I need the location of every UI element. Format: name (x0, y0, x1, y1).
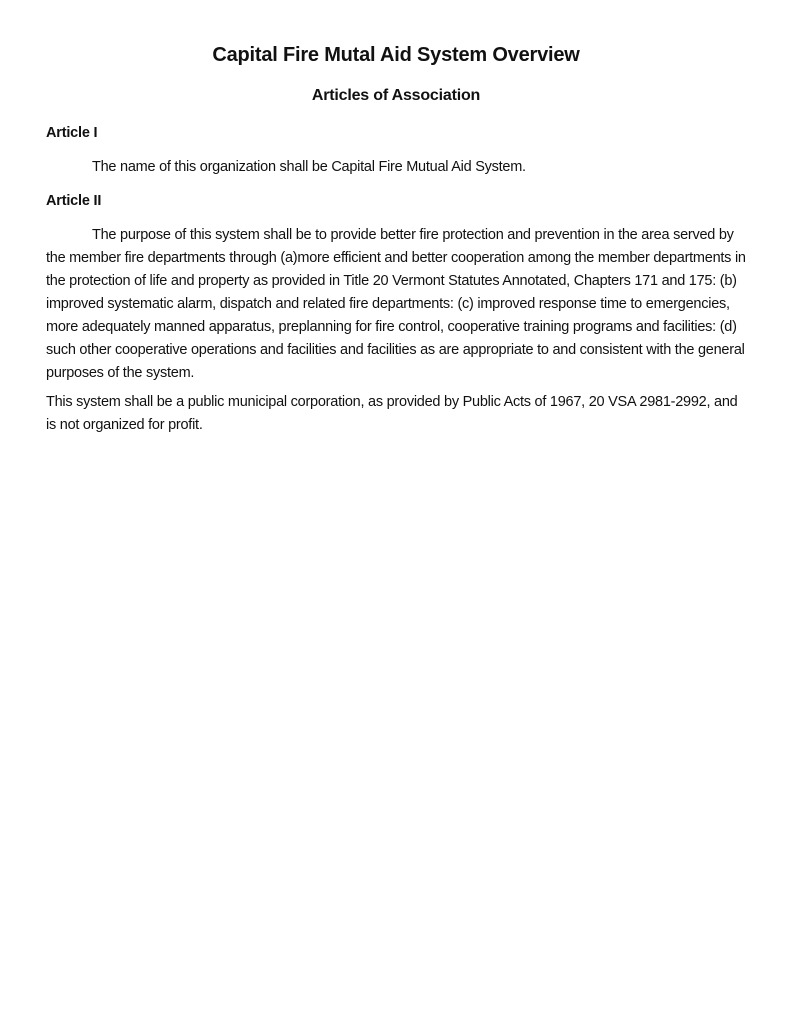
article-1-paragraph-1: The name of this organization shall be Capital Fire Mutual Aid System. (92, 159, 526, 175)
article-2-heading: Article II (46, 193, 102, 209)
article-2-paragraph-1: The purpose of this system shall be to provide better fire protection and prevention in the area served by the member fire departments through (a)more efficient and better cooperation among the member departments in the protection of life and property as provided in Title 20 Vermont Statutes Annotated, Chapters 171 and 175: (b) improved systematic alarm, dispatch and related fire departments: (c) improved response time to emergencies, more adequately manned apparatus, preplanning for fire control, cooperative training programs and facilities: (d) such other cooperative operations and facilities and facilities as are appropriate to and consistent with the general purposes of the system. (46, 227, 746, 381)
article-1-heading: Article I (46, 125, 98, 141)
document-subtitle: Articles of Association (311, 87, 481, 104)
document-title: Capital Fire Mutal Aid System Overview (212, 44, 580, 66)
article-2-paragraph-2: This system shall be a public municipal corporation, as provided by Public Acts of 1967, 20 VSA 2981-2992, and is not organized for profit. (46, 394, 738, 433)
